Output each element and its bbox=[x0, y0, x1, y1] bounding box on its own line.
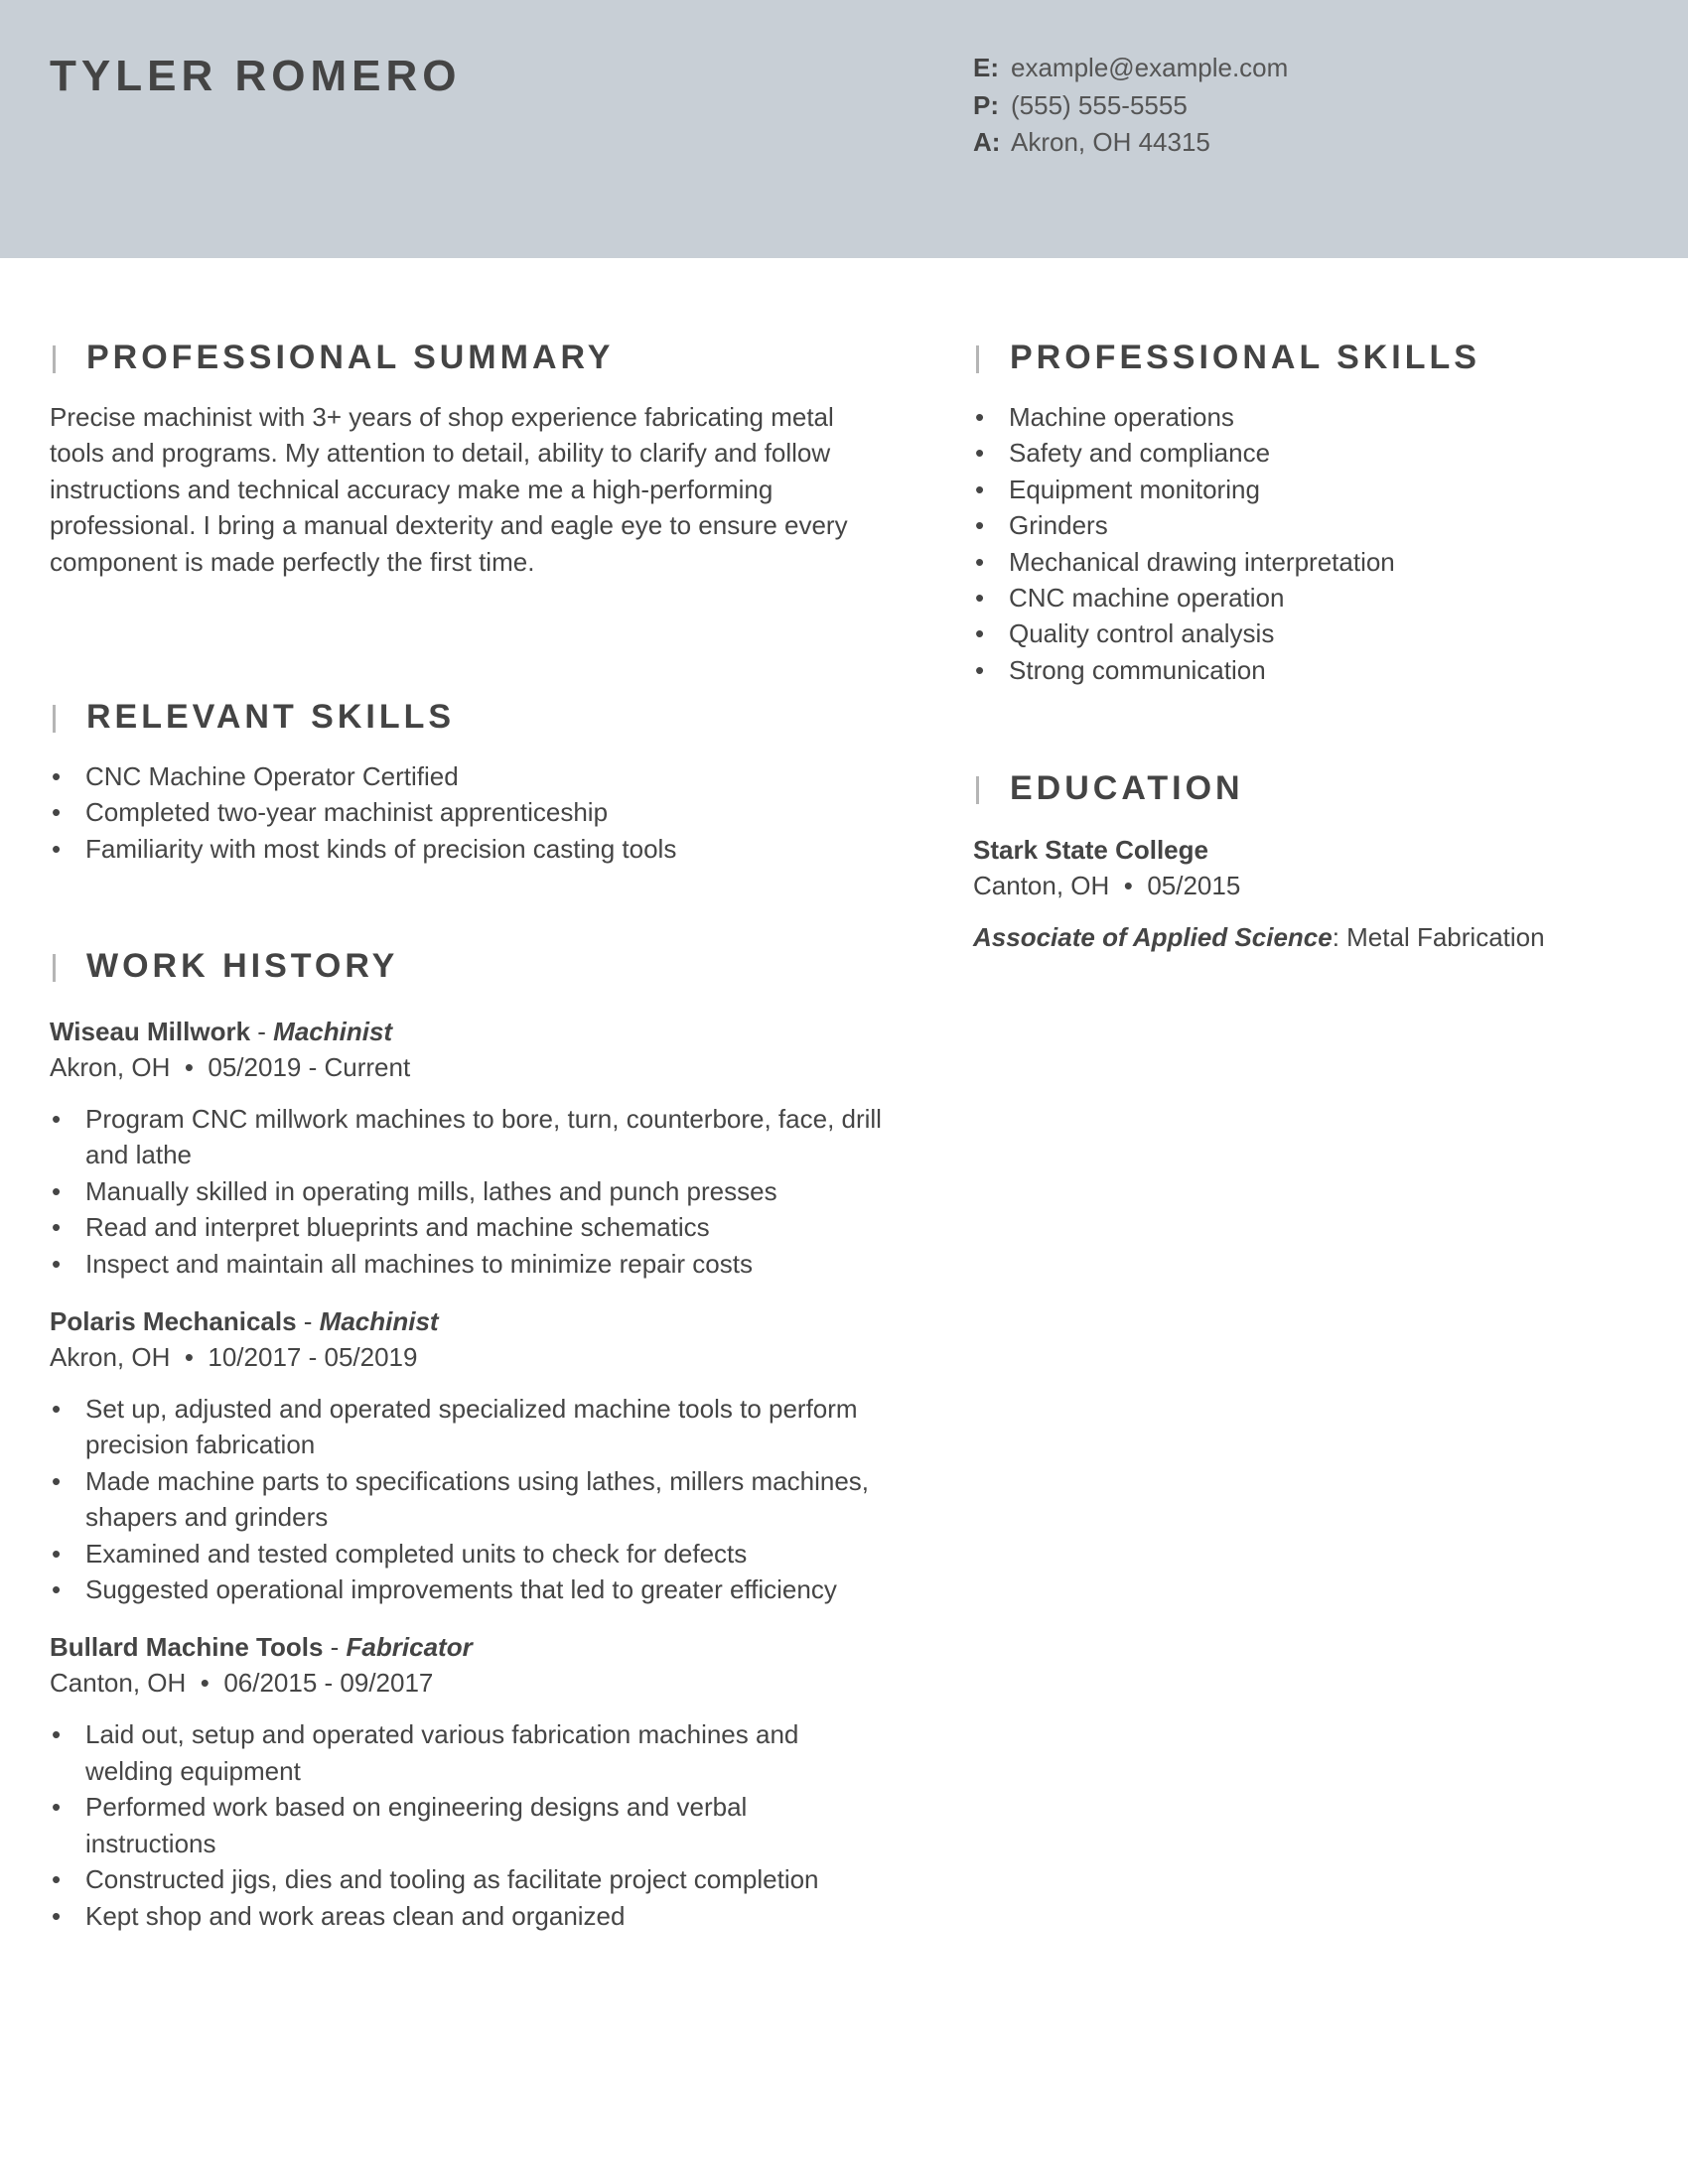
job-bullets bbox=[50, 1391, 884, 1607]
list-item: • Grinders bbox=[973, 507, 1648, 543]
job-entry bbox=[50, 1629, 884, 1933]
list-item: • CNC machine operation bbox=[973, 580, 1648, 615]
section-heading: EDUCATION bbox=[973, 768, 1648, 808]
candidate-name: TYLER ROMERO bbox=[50, 52, 462, 100]
list-item: • Familiarity with most kinds of precision casting tools bbox=[50, 831, 884, 867]
list-item: • Equipment monitoring bbox=[973, 472, 1648, 507]
list-item: • Safety and compliance bbox=[973, 435, 1648, 471]
job-heading: Polaris Mechanicals - Machinist bbox=[50, 1306, 439, 1337]
list-item: • Suggested operational improvements that led to greater efficiency bbox=[50, 1571, 884, 1607]
section-heading: PROFESSIONAL SUMMARY bbox=[50, 338, 884, 377]
school-name: Stark State College bbox=[973, 835, 1208, 865]
contact-email: E: example@example.com bbox=[973, 53, 1289, 82]
contact-phone: P: (555) 555-5555 bbox=[973, 89, 1188, 120]
education-section bbox=[973, 768, 1648, 955]
header bbox=[0, 0, 1688, 258]
list-item: • Read and interpret blueprints and machine schematics bbox=[50, 1209, 884, 1245]
contact-address: A: Akron, OH 44315 bbox=[973, 127, 1210, 157]
work-history-section bbox=[50, 946, 884, 1956]
list-item: • Inspect and maintain all machines to minimize repair costs bbox=[50, 1246, 884, 1282]
job-meta: Akron, OH • 10/2017 - 05/2019 bbox=[50, 1342, 418, 1373]
list-item: • Kept shop and work areas clean and organized bbox=[50, 1898, 884, 1934]
list-item: • Laid out, setup and operated various fabrication machines and welding equipment bbox=[50, 1716, 884, 1789]
list-item: • Machine operations bbox=[973, 399, 1648, 435]
job-heading: Bullard Machine Tools - Fabricator bbox=[50, 1632, 473, 1663]
job-meta: Canton, OH • 06/2015 - 09/2017 bbox=[50, 1668, 434, 1699]
list-item: • Mechanical drawing interpretation bbox=[973, 544, 1648, 580]
section-heading: WORK HISTORY bbox=[50, 946, 884, 986]
section-heading: RELEVANT SKILLS bbox=[50, 697, 884, 737]
relevant-skills-list bbox=[50, 758, 884, 867]
section-heading: PROFESSIONAL SKILLS bbox=[973, 338, 1648, 377]
professional-skills-section bbox=[973, 338, 1648, 688]
job-meta: Akron, OH • 05/2019 - Current bbox=[50, 1052, 411, 1082]
list-item: • CNC Machine Operator Certified bbox=[50, 758, 884, 794]
list-item: • Program CNC millwork machines to bore, turn, counterbore, face, drill and lathe bbox=[50, 1101, 884, 1173]
degree: Associate of Applied Science: Metal Fabrication bbox=[973, 922, 1545, 952]
job-bullets bbox=[50, 1101, 884, 1282]
list-item: • Completed two-year machinist apprenticeship bbox=[50, 794, 884, 830]
school-meta: Canton, OH • 05/2015 bbox=[973, 871, 1241, 900]
summary-section bbox=[50, 338, 884, 580]
list-item: • Examined and tested completed units to check for defects bbox=[50, 1536, 884, 1571]
list-item: • Made machine parts to specifications using lathes, millers machines, shapers and grinders bbox=[50, 1463, 884, 1536]
list-item: • Performed work based on engineering designs and verbal instructions bbox=[50, 1789, 884, 1861]
list-item: • Quality control analysis bbox=[973, 615, 1648, 651]
list-item: • Constructed jigs, dies and tooling as facilitate project completion bbox=[50, 1861, 884, 1897]
relevant-skills-section bbox=[50, 697, 884, 867]
job-heading: Wiseau Millwork - Machinist bbox=[50, 1017, 393, 1046]
job-entry bbox=[50, 1303, 884, 1607]
list-item: • Strong communication bbox=[973, 652, 1648, 688]
professional-skills-list bbox=[973, 399, 1648, 688]
job-bullets bbox=[50, 1716, 884, 1933]
list-item: • Manually skilled in operating mills, lathes and punch presses bbox=[50, 1173, 884, 1209]
list-item: • Set up, adjusted and operated specialized machine tools to perform precision fabrication bbox=[50, 1391, 884, 1463]
job-entry bbox=[50, 1014, 884, 1282]
contact-info bbox=[973, 50, 1288, 162]
summary-text: Precise machinist with 3+ years of shop experience fabricating metal tools and programs. My attention to detail, ability to clarify and follow instructions and technical accuracy make me a high-performing professional. I bring a manual dexterity and eagle eye to ensure every component is made perfectly the first time. bbox=[50, 402, 848, 577]
